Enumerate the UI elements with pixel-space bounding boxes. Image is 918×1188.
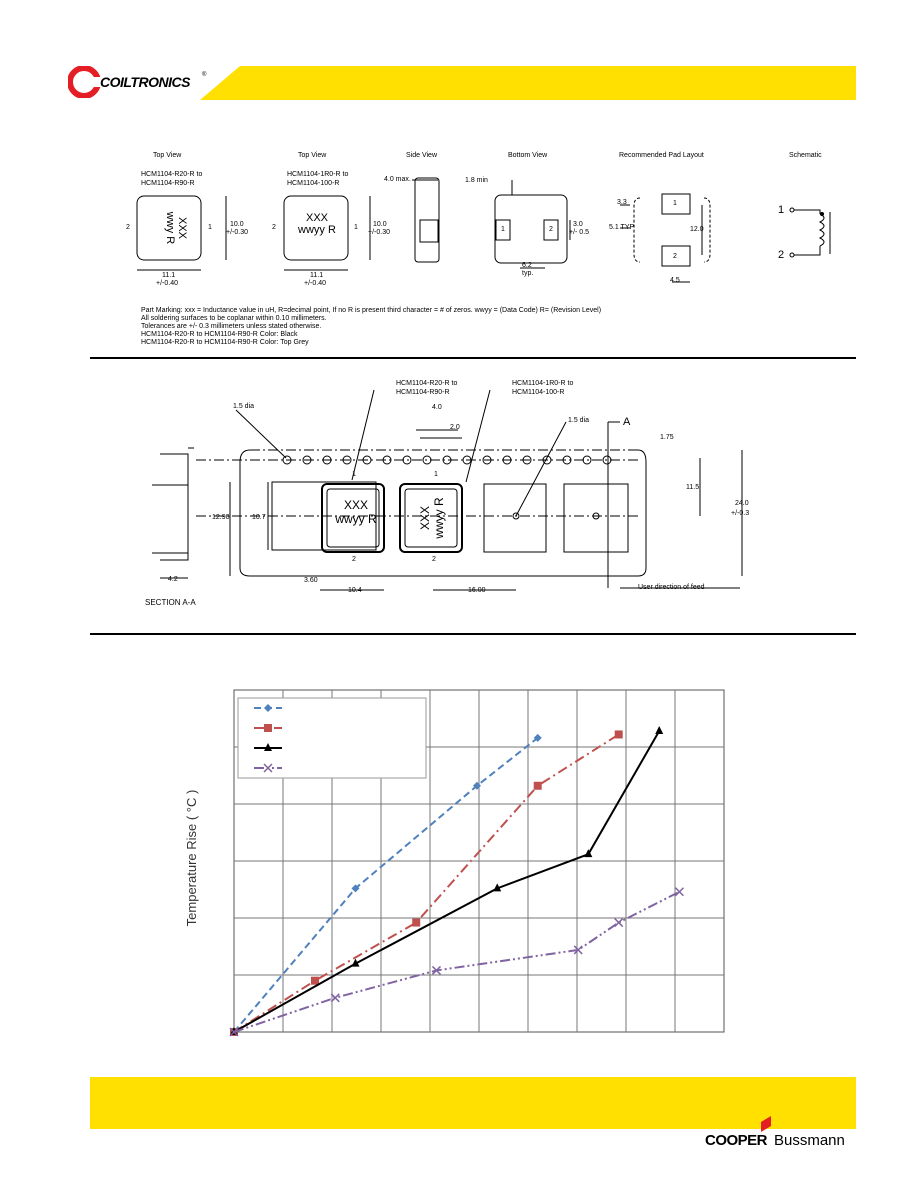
tv2-marking-line-2: wwyy R	[298, 224, 336, 236]
bottom-pad-1: 1	[501, 226, 505, 233]
tv2-dim-width-tol: +/-0.40	[304, 280, 326, 287]
tape-label-b-2: HCM1104-100-R	[512, 389, 565, 396]
tv2-part-range-2: HCM1104-100-R	[287, 180, 340, 187]
bottom-dim-typ: typ.	[522, 270, 534, 277]
brand-light: Bussmann	[774, 1132, 845, 1149]
title-top-view-2: Top View	[298, 152, 327, 159]
tape-part-a-line-1: XXX	[343, 498, 368, 512]
pad-label-2: 2	[673, 253, 677, 260]
logo-registered: ®	[202, 72, 207, 78]
tape-dim-4-0: 4.0	[432, 404, 442, 411]
tv2-pin2-label: 2	[272, 224, 276, 231]
chart-ylabel	[184, 758, 200, 958]
tv1-marking-line-1: XXX	[176, 216, 188, 239]
tape-dim-11-5: 11.5	[686, 484, 700, 491]
tv1-pin1-label: 1	[208, 224, 212, 231]
tape-dim-24-0: 24.0	[735, 500, 749, 507]
tv1-dim-width: 11.1	[162, 272, 176, 279]
pad-dim-4-5: 4.5	[670, 277, 680, 284]
bottom-pad-2: 2	[549, 226, 553, 233]
tv2-marking-line-1: XXX	[305, 212, 328, 224]
title-top-view-1: Top View	[153, 152, 182, 159]
pad-dim-12-0: 12.0	[690, 226, 704, 233]
tv1-marking-line-2: wwy R	[164, 211, 176, 245]
tape-dim-4-2: 4.2	[168, 576, 178, 583]
chart-point-series-2	[412, 919, 420, 927]
tape-dim-12-90: 12.90	[212, 514, 230, 521]
tape-dim-1-75: 1.75	[660, 434, 674, 441]
tape-marker-a: A	[623, 416, 631, 428]
brand-bold: COOPER	[705, 1132, 768, 1149]
tv2-dim-width: 11.1	[310, 272, 324, 279]
tape-dim-10-7: 10.7	[252, 514, 266, 521]
tape-label-b-1: HCM1104-1R0-R to	[512, 380, 574, 387]
cooper-bussmann-logo	[705, 1114, 855, 1154]
logo-text: COILTRONICS	[100, 74, 190, 90]
section-label: SECTION A-A	[145, 598, 196, 607]
tape-part-b-pin1: 1	[434, 471, 438, 478]
tape-part-a-pin1: 1	[352, 471, 356, 478]
bottom-dim-6-2: 6.2	[522, 262, 532, 269]
chart-point-series-2	[615, 730, 623, 738]
bottom-dim-1-8-min: 1.8 min	[465, 177, 488, 184]
title-pad-layout: Recommended Pad Layout	[619, 152, 704, 159]
schematic-pin2: 2	[778, 249, 785, 261]
tape-part-a-line-2: wwyy R	[335, 512, 377, 526]
tv1-dim-height-tol: +/-0.30	[226, 229, 248, 236]
chart-legend-marker-2	[264, 724, 272, 732]
tape-part-b-pin2: 2	[432, 556, 436, 563]
feed-label: User direction of feed	[638, 584, 705, 591]
tape-label-a-1: HCM1104-R20-R to	[396, 380, 458, 387]
tape-part-b-line-2: wwyy R	[432, 497, 446, 539]
chart-ylabel-text: Temperature Rise ( °C )	[184, 789, 199, 927]
note-part-marking: Part Marking: xxx = Inductance value in uH, R=decimal point, If no R is present third character = # of zeros. wwyy = (Data Code) R= (Revision Level)	[141, 307, 602, 314]
tape-label-a-2: HCM1104-R90-R	[396, 389, 450, 396]
tape-dim-2-0: 2.0	[450, 424, 460, 431]
note-color-black: HCM1104-R20-R to HCM1104-R90-R Color: Black	[141, 331, 298, 338]
tv2-dim-height-tol: +/-0.30	[368, 229, 390, 236]
tv2-part-range-1: HCM1104-1R0-R to	[287, 171, 349, 178]
title-schematic: Schematic	[789, 152, 822, 159]
note-tolerances: Tolerances are +/- 0.3 millimeters unless stated otherwise.	[141, 323, 322, 330]
chart-point-series-2	[534, 782, 542, 790]
chart-point-series-2	[311, 977, 319, 985]
title-bottom-view: Bottom View	[508, 152, 548, 159]
tape-dim-1-5-dia-2: 1.5 dia	[568, 417, 590, 424]
tv1-pin2-label: 2	[126, 224, 130, 231]
tv2-pin1-label: 1	[354, 224, 358, 231]
tv2-dim-height: 10.0	[373, 221, 387, 228]
title-side-view: Side View	[406, 152, 438, 159]
pad-label-1: 1	[673, 200, 677, 207]
pad-dim-5-1-typ: 5.1 TYP	[609, 224, 635, 231]
tv1-dim-width-tol: +/-0.40	[156, 280, 178, 287]
tv1-part-range-1: HCM1104-R20-R to	[141, 171, 203, 178]
tape-dim-10-4: 10.4	[348, 587, 362, 594]
tv1-part-range-2: HCM1104-R90-R	[141, 180, 195, 187]
tape-dim-16-00: 16.00	[468, 587, 486, 594]
bottom-dim-3-0: 3.0	[573, 221, 583, 228]
tape-dim-1-5-dia: 1.5 dia	[233, 403, 255, 410]
tape-dim-3-60: 3.60	[304, 577, 318, 584]
note-color-grey: HCM1104-R20-R to HCM1104-R90-R Color: Top Grey	[141, 339, 309, 346]
tape-part-a-pin2: 2	[352, 556, 356, 563]
side-dim-4-max: 4.0 max.	[384, 176, 411, 183]
pad-dim-3-3: 3.3	[617, 199, 627, 206]
tape-part-b-line-1: XXX	[418, 506, 432, 531]
tape-dim-24-tol: +/-0.3	[731, 510, 750, 517]
tv1-dim-height: 10.0	[230, 221, 244, 228]
note-coplanar: All soldering surfaces to be coplanar within 0.10 millimeters.	[141, 315, 327, 322]
bottom-dim-3-0-tol: +/- 0.5	[569, 229, 590, 236]
schematic-pin1: 1	[778, 204, 785, 216]
